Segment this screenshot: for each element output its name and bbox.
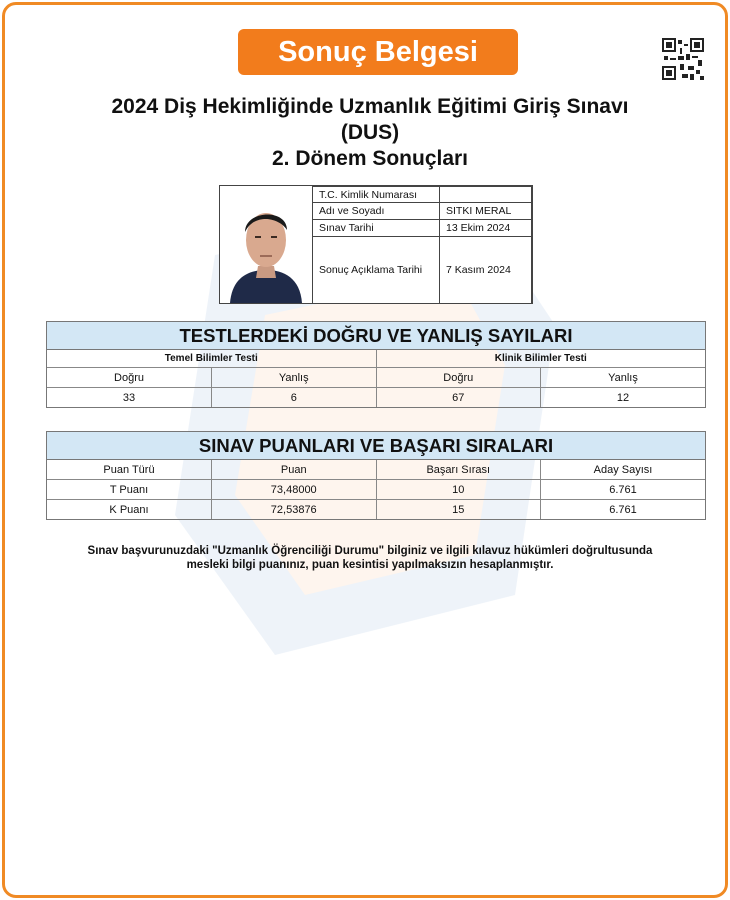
scores-heading: SINAV PUANLARI VE BAŞARI SIRALARI bbox=[47, 432, 705, 460]
tc-label: T.C. Kimlik Numarası bbox=[313, 187, 440, 203]
result-certificate-badge: Sonuç Belgesi bbox=[238, 29, 518, 75]
name-label: Adı ve Soyadı bbox=[313, 203, 440, 220]
result-date-label: Sonuç Açıklama Tarihi bbox=[313, 237, 440, 304]
basic-dogru-value: 33 bbox=[47, 388, 212, 408]
footnote bbox=[45, 544, 695, 572]
page-title bbox=[5, 94, 728, 172]
exam-date-value: 13 Ekim 2024 bbox=[440, 220, 532, 237]
basic-yanlis-header: Yanlış bbox=[212, 368, 377, 388]
basic-dogru-header: Doğru bbox=[47, 368, 212, 388]
table-header-row bbox=[47, 460, 705, 480]
score-cell: 73,48000 bbox=[212, 480, 377, 500]
basic-yanlis-value: 6 bbox=[212, 388, 377, 408]
score-cell: 72,53876 bbox=[212, 500, 377, 520]
table-row bbox=[47, 480, 705, 500]
title-line-abbr: (DUS) bbox=[340, 121, 400, 144]
footnote-line-2: mesleki bilgi puanınız, puan kesintisi yapılmaksızın hesaplanmıştır. bbox=[186, 559, 554, 571]
candidate-count-cell: 6.761 bbox=[541, 480, 706, 500]
score-type-cell: T Puanı bbox=[47, 480, 212, 500]
table-row bbox=[47, 500, 705, 520]
rank-cell: 10 bbox=[376, 480, 541, 500]
scores-section bbox=[46, 431, 706, 520]
score-type-cell: K Puanı bbox=[47, 500, 212, 520]
test-counts-table bbox=[47, 350, 705, 407]
clinical-dogru-header: Doğru bbox=[376, 368, 541, 388]
tc-value bbox=[440, 187, 532, 203]
test-counts-section bbox=[46, 321, 706, 408]
basic-sciences-label: Temel Bilimler Testi bbox=[47, 350, 376, 368]
candidate-photo bbox=[220, 186, 313, 303]
result-date-value: 7 Kasım 2024 bbox=[440, 237, 532, 304]
footnote-line-1: Sınav başvurunuzdaki "Uzmanlık Öğrenciliği Durumu" bilginiz ve ilgili kılavuz hükümleri doğrultusunda bbox=[87, 545, 653, 557]
scores-table bbox=[47, 460, 705, 519]
clinical-sciences-label: Klinik Bilimler Testi bbox=[376, 350, 705, 368]
clinical-dogru-value: 67 bbox=[376, 388, 541, 408]
document-frame bbox=[2, 2, 728, 898]
column-header: Aday Sayısı bbox=[541, 460, 706, 480]
rank-cell: 15 bbox=[376, 500, 541, 520]
column-header: Başarı Sırası bbox=[376, 460, 541, 480]
candidate-info-table bbox=[312, 186, 532, 304]
clinical-yanlis-header: Yanlış bbox=[541, 368, 706, 388]
candidate-count-cell: 6.761 bbox=[541, 500, 706, 520]
test-counts-heading: TESTLERDEKİ DOĞRU VE YANLIŞ SAYILARI bbox=[47, 322, 705, 350]
column-header: Puan Türü bbox=[47, 460, 212, 480]
column-header: Puan bbox=[212, 460, 377, 480]
title-line-exam: 2024 Diş Hekimliğinde Uzmanlık Eğitimi Giriş Sınavı bbox=[111, 95, 629, 118]
candidate-info-card bbox=[219, 185, 533, 304]
name-value: SITKI MERAL bbox=[440, 203, 532, 220]
title-line-term: 2. Dönem Sonuçları bbox=[271, 147, 469, 170]
exam-date-label: Sınav Tarihi bbox=[313, 220, 440, 237]
clinical-yanlis-value: 12 bbox=[541, 388, 706, 408]
qr-code-icon bbox=[662, 38, 704, 80]
